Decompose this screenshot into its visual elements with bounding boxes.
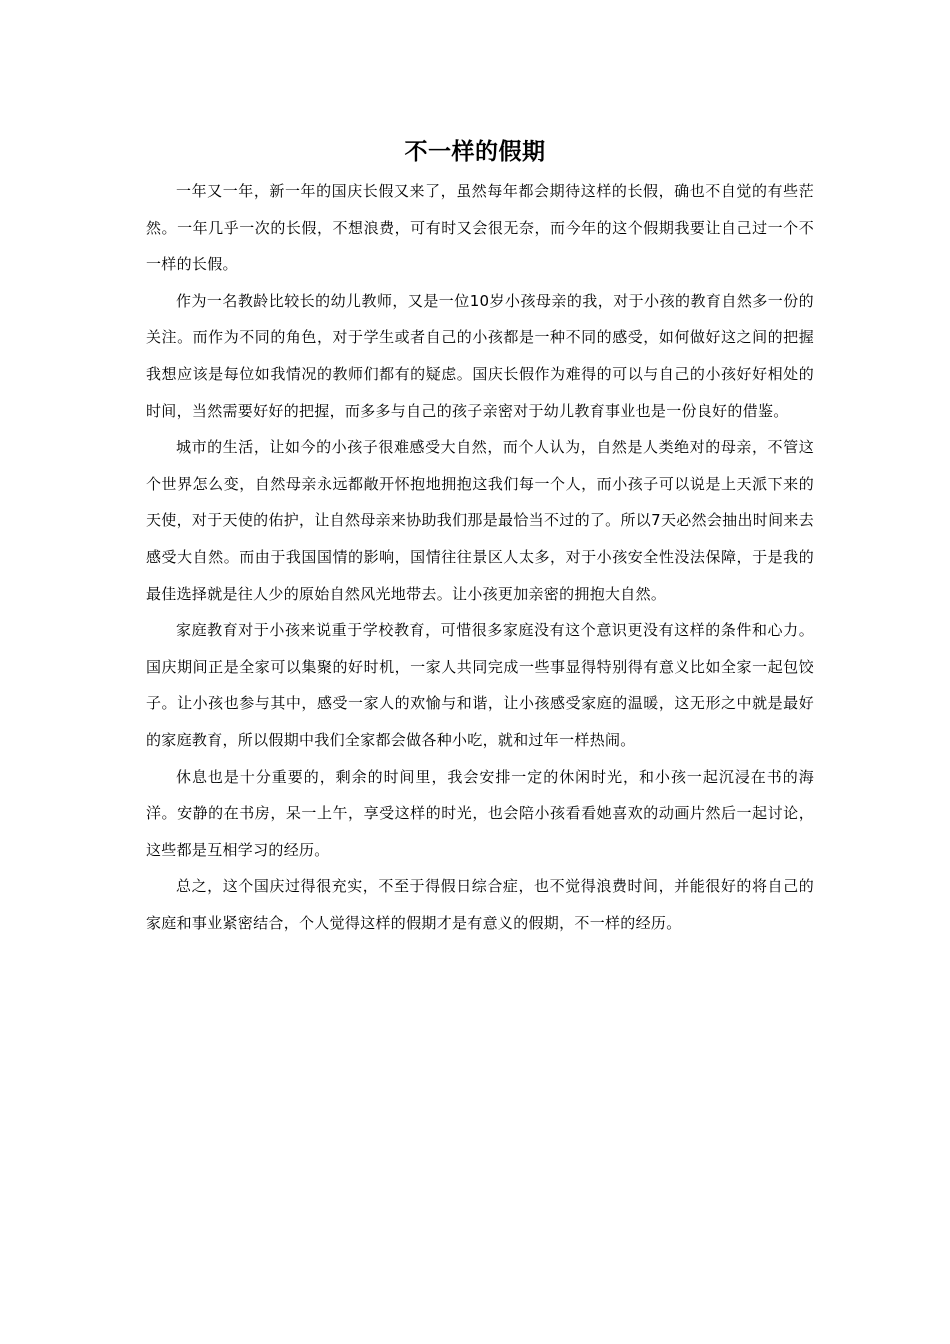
document-body bbox=[146, 173, 814, 941]
paragraph-1: 一年又一年，新一年的国庆长假又来了，虽然每年都会期待这样的长假，确也不自觉的有些茫然。一年几乎一次的长假，不想浪费，可有时又会很无奈，而今年的这个假期我要让自己过一个不一样的长假。 bbox=[146, 182, 814, 274]
paragraph-6: 总之，这个国庆过得很充实，不至于得假日综合症，也不觉得浪费时间，并能很好的将自己的家庭和事业紧密结合，个人觉得这样的假期才是有意义的假期，不一样的经历。 bbox=[146, 877, 814, 932]
paragraph-4: 家庭教育对于小孩来说重于学校教育，可惜很多家庭没有这个意识更没有这样的条件和心力。国庆期间正是全家可以集聚的好时机，一家人共同完成一些事显得特别得有意义比如全家一起包饺子。让小孩也参与其中，感受一家人的欢愉与和谐，让小孩感受家庭的温暖，这无形之中就是最好的家庭教育，所以假期中我们全家都会做各种小吃，就和过年一样热闹。 bbox=[146, 621, 814, 749]
document-title: 不一样的假期 bbox=[404, 139, 546, 165]
paragraph-3: 城市的生活，让如今的小孩子很难感受大自然，而个人认为，自然是人类绝对的母亲，不管这个世界怎么变，自然母亲永远都敞开怀抱地拥抱这我们每一个人，而小孩子可以说是上天派下来的天使，对于天使的佑护，让自然母亲来协助我们那是最恰当不过的了。所以7天必然会抽出时间来去感受大自然。而由于我国国情的影响，国情往往景区人太多，对于小孩安全性没法保障，于是我的最佳选择就是往人少的原始自然风光地带去。让小孩更加亲密的拥抱大自然。 bbox=[146, 438, 814, 603]
paragraph-5: 休息也是十分重要的，剩余的时间里，我会安排一定的休闲时光，和小孩一起沉浸在书的海洋。安静的在书房，呆一上午，享受这样的时光，也会陪小孩看看她喜欢的动画片然后一起讨论，这些都是互相学习的经历。 bbox=[146, 767, 814, 859]
paragraph-2: 作为一名教龄比较长的幼儿教师，又是一位10岁小孩母亲的我，对于小孩的教育自然多一份的关注。而作为不同的角色，对于学生或者自己的小孩都是一种不同的感受，如何做好这之间的把握我想应该是每位如我情况的教师们都有的疑虑。国庆长假作为难得的可以与自己的小孩好好相处的时间，当然需要好好的把握，而多多与自己的孩子亲密对于幼儿教育事业也是一份良好的借鉴。 bbox=[146, 291, 814, 420]
